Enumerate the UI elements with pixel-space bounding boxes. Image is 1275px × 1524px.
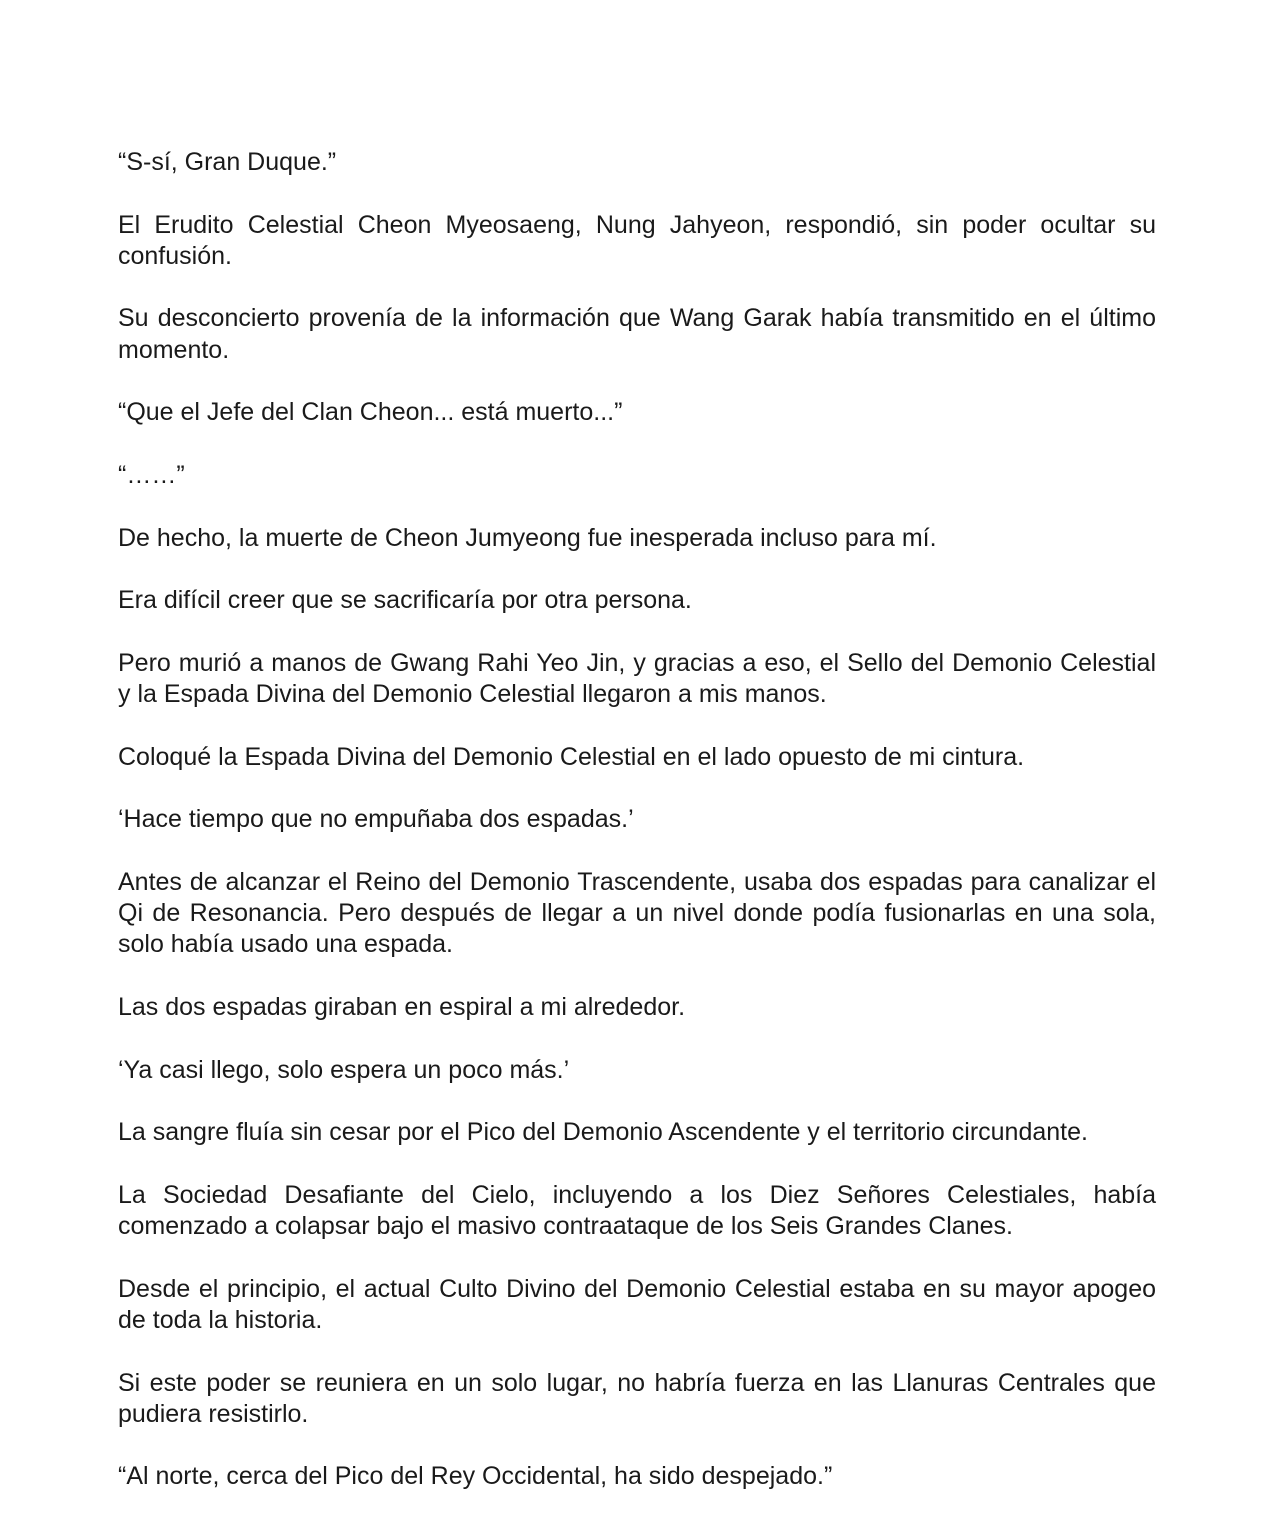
- paragraph: De hecho, la muerte de Cheon Jumyeong fue inesperada incluso para mí.: [118, 523, 937, 552]
- paragraph: La Sociedad Desafiante del Cielo, incluyendo a los Diez Señores Celestiales, había comenzado a colapsar bajo el masivo contraataque de los Seis Grandes Clanes.: [118, 1180, 1156, 1241]
- paragraph: Antes de alcanzar el Reino del Demonio Trascendente, usaba dos espadas para canalizar el Qi de Resonancia. Pero después de llegar a un nivel donde podía fusionarlas en una sola, solo había usado una espada.: [118, 867, 1156, 959]
- paragraph: “Al norte, cerca del Pico del Rey Occidental, ha sido despejado.”: [118, 1462, 833, 1491]
- paragraph: Si este poder se reuniera en un solo lugar, no habría fuerza en las Llanuras Centrales que pudiera resistirlo.: [118, 1368, 1156, 1428]
- paragraph: “S-sí, Gran Duque.”: [118, 148, 337, 176]
- paragraph: Desde el principio, el actual Culto Divino del Demonio Celestial estaba en su mayor apogeo de toda la historia.: [118, 1274, 1156, 1334]
- document-page: [118, 147, 1156, 1524]
- paragraph: Pero murió a manos de Gwang Rahi Yeo Jin, y gracias a eso, el Sello del Demonio Celestial y la Espada Divina del Demonio Celestial llegaron a mis manos.: [118, 648, 1156, 709]
- paragraph: Era difícil creer que se sacrificaría por otra persona.: [118, 586, 692, 615]
- paragraph: Su desconcierto provenía de la información que Wang Garak había transmitido en el último momento.: [118, 304, 1156, 364]
- paragraph: Las dos espadas giraban en espiral a mi alrededor.: [118, 993, 686, 1022]
- paragraph: ‘Ya casi llego, solo espera un poco más.’: [118, 1055, 570, 1084]
- paragraph: Coloqué la Espada Divina del Demonio Celestial en el lado opuesto de mi cintura.: [118, 742, 1025, 771]
- paragraph: ‘Hace tiempo que no empuñaba dos espadas.’: [118, 805, 634, 834]
- paragraph: “Que el Jefe del Clan Cheon... está muerto...”: [118, 398, 623, 427]
- paragraph: El Erudito Celestial Cheon Myeosaeng, Nung Jahyeon, respondió, sin poder ocultar su confusión.: [118, 210, 1156, 270]
- paragraph: “……”: [118, 460, 185, 489]
- paragraph: La sangre fluía sin cesar por el Pico del Demonio Ascendente y el territorio circundante.: [118, 1118, 1088, 1147]
